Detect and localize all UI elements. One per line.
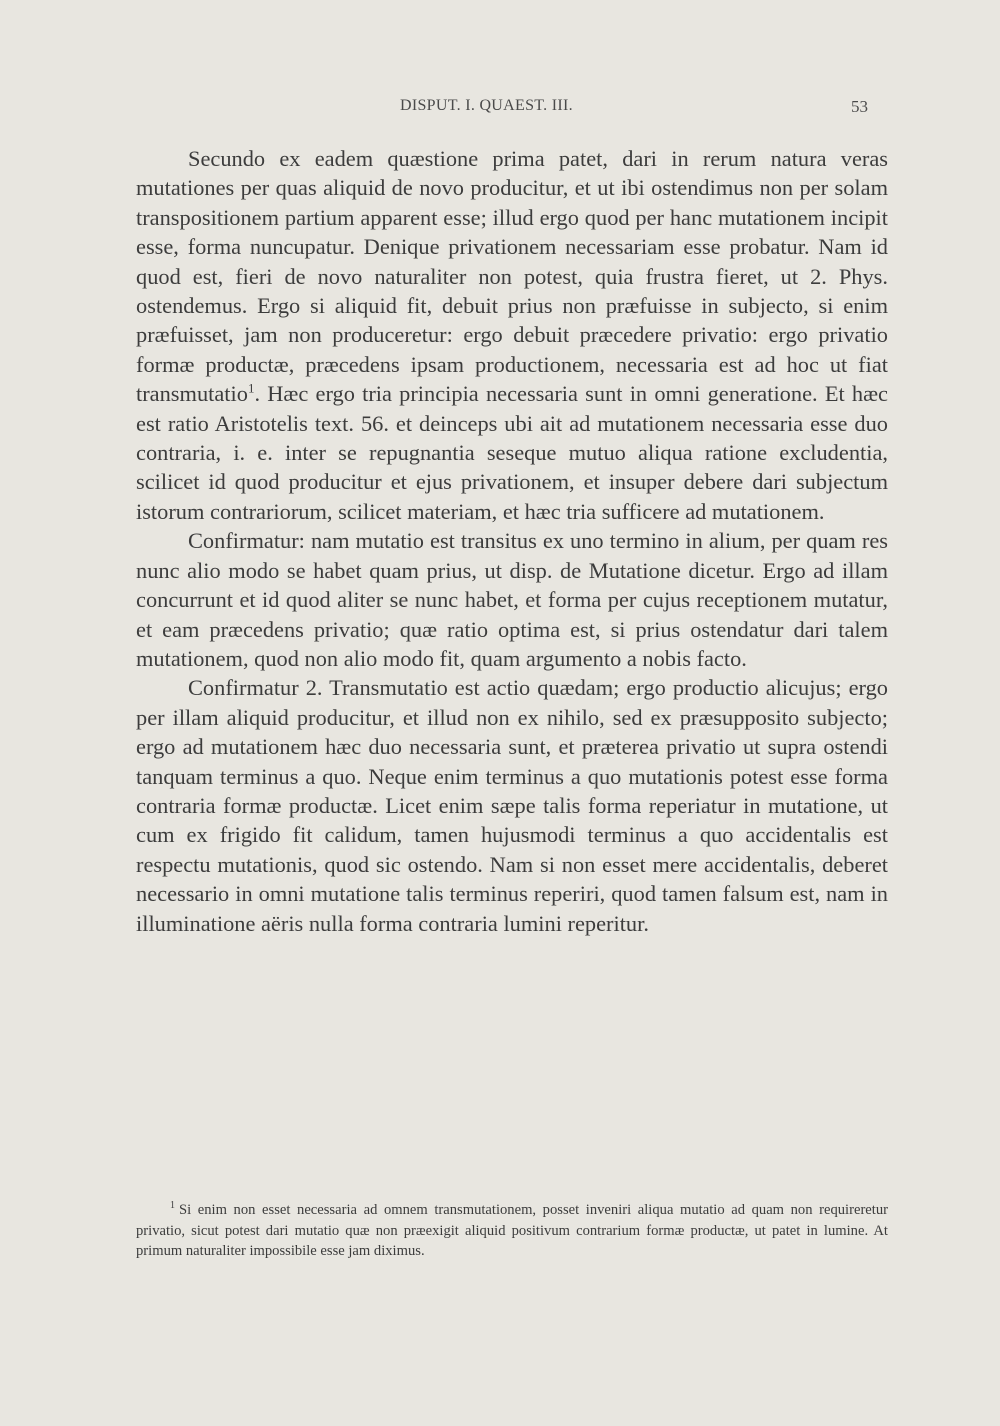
- paragraph: [136, 144, 888, 526]
- footnote-reference: 1: [247, 380, 255, 396]
- main-text: [136, 144, 888, 938]
- paragraph-text: Secundo ex eadem quæstione prima patet, dari in rerum natura veras mutationes per quas aliquid de novo producitur, et ut ibi ostendimus non per solam transpositionem partium apparent esse; illud ergo quod per hanc mutationem incipit esse, forma nuncupatur. Denique privationem necessariam esse probatur. Nam id quod est, fieri de novo naturaliter non potest, quia frustra fieret, ut 2. Phys. ostendemus. Ergo si aliquid fit, debuit prius non præfuisse in subjecto, si enim præfuisset, jam non produceretur: ergo debuit præcedere privatio: ergo privatio formæ productæ, præcedens ipsam productionem, necessaria est ad hoc ut fiat transmutatio: [136, 146, 888, 407]
- page-header: [0, 97, 1000, 123]
- paragraph: Confirmatur: nam mutatio est transitus ex uno termino in alium, per quam res nunc alio modo se habet quam prius, ut disp. de Mutatione dicetur. Ergo ad illam concurrunt et id quod aliter se nunc habet, et forma per cujus receptionem mutatur, et eam præcedens privatio; quæ ratio optima est, si prius ostendatur dari talem mutationem, quod non alio modo fit, quam argumento a nobis facto.: [136, 528, 888, 671]
- footnote: [136, 1200, 888, 1262]
- footnote-paragraph: [136, 1200, 888, 1262]
- footnote-text: Si enim non esset necessaria ad omnem transmutationem, posset inveniri aliqua mutatio ad quam non requireretur privatio, sicut potest dari mutatio quæ non præexigit aliquid positivum contrarium formæ productæ, ut patet in lumine. At primum naturaliter impossibile esse jam diximus.: [136, 1202, 888, 1259]
- paragraph: Confirmatur 2. Transmutatio est actio quædam; ergo productio alicujus; ergo per illam aliquid producitur, et illud non ex nihilo, sed ex præsupposito subjecto; ergo ad mutationem hæc duo necessaria sunt, et præterea privatio ut supra ostendi tanquam terminus a quo. Neque enim terminus a quo mutationis potest esse forma contraria formæ productæ. Licet enim sæpe talis forma reperiatur in mutatione, ut cum ex frigido fit calidum, tamen hujusmodi terminus a quo accidentalis est respectu mutationis, quod sic ostendo. Nam si non esset mere accidentalis, deberet necessario in omni mutatione talis terminus reperiri, quod tamen falsum est, nam in illuminatione aëris nulla forma contraria lumini reperitur.: [136, 675, 888, 936]
- page-number: 53: [851, 97, 868, 116]
- paragraph-text: . Hæc ergo tria principia necessaria sunt in omni generatione. Et hæc est ratio Aristotelis text. 56. et deinceps ubi ait ad mutationem necessaria esse duo contraria, i. e. inter se repugnantia seseque mutuo aliqua ratione excludentia, scilicet id quod producitur et ejus privationem, et insuper debere dari subjectum istorum contrariorum, scilicet materiam, et hæc tria sufficere ad mutationem.: [136, 381, 888, 524]
- footnote-mark: 1: [170, 1200, 175, 1212]
- running-head: DISPUT. I. QUAEST. III.: [400, 97, 573, 114]
